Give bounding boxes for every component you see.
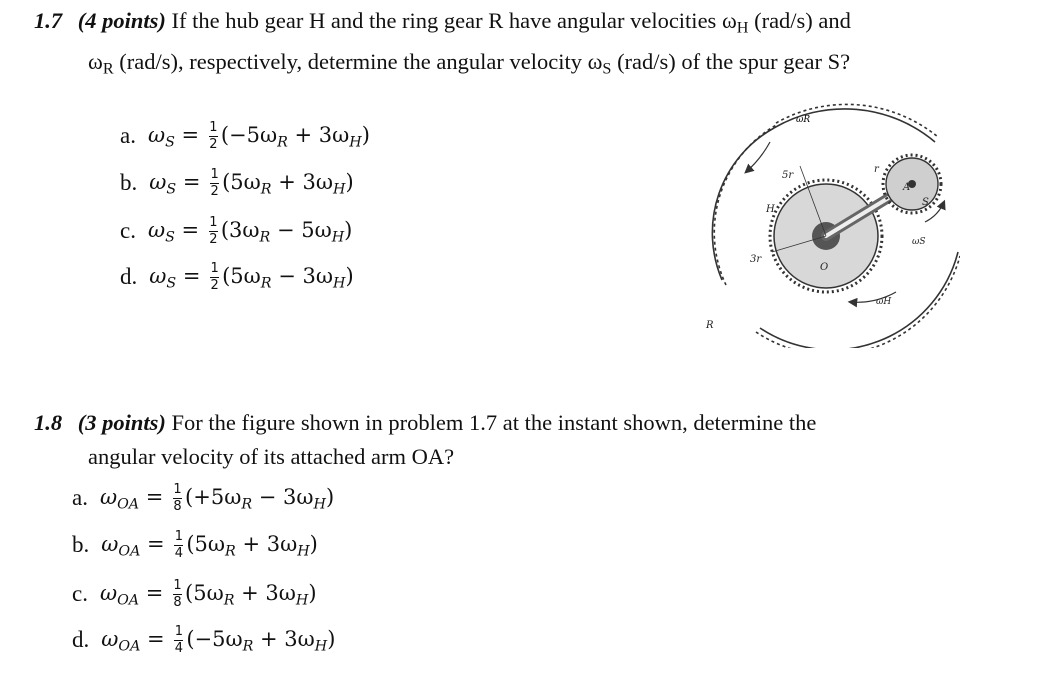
- option-formula: $\omega_S$ = $\frac{1}{2}$ $(-5\omega_R + 3\omega_H)$: [147, 119, 370, 152]
- label-omega-s: ωS: [912, 237, 926, 247]
- option-letter: d.: [72, 627, 90, 652]
- option-letter: b.: [120, 170, 138, 195]
- option-formula: $\omega_{OA}$ = $\frac{1}{8}$ $(+5\omega_R - 3\omega_H)$: [99, 481, 335, 514]
- question-text: (rad/s), respectively, determine the angular velocity: [113, 48, 588, 74]
- option-1-8-c[interactable]: [72, 570, 317, 618]
- omega-s-symbol: $\omega_S$: [587, 48, 612, 78]
- label-o: O: [820, 262, 829, 273]
- question-text: (rad/s) of the spur gear S?: [611, 48, 851, 74]
- question-1-7: [34, 4, 1044, 85]
- option-letter: a.: [72, 485, 88, 510]
- option-formula: $\omega_{OA}$ = $\frac{1}{4}$ $(5\omega_R + 3\omega_H)$: [101, 528, 318, 561]
- question-text: If the hub gear H and the ring gear R have angular velocities: [165, 8, 722, 33]
- omega-h-symbol: $\omega_H$: [721, 8, 749, 37]
- label-omega-h: ωH: [876, 297, 892, 307]
- question-1-8-line-1: [34, 406, 1044, 440]
- question-text: (rad/s) and: [748, 8, 851, 33]
- option-1-8-d[interactable]: [72, 616, 335, 664]
- option-formula: $\omega_S$ = $\frac{1}{2}$ $(3\omega_R - 5\omega_H)$: [147, 214, 353, 247]
- label-3r: 3r: [750, 254, 762, 265]
- option-letter: d.: [120, 264, 138, 289]
- option-1-8-a[interactable]: [72, 474, 334, 522]
- question-1-7-line-2: [34, 45, 1044, 86]
- option-1-7-a[interactable]: [120, 112, 370, 160]
- question-points: (4 points): [77, 8, 166, 33]
- question-1-7-line-1: [34, 4, 1044, 45]
- option-1-7-d[interactable]: [120, 253, 354, 301]
- label-omega-r: ωR: [796, 115, 811, 125]
- question-points: (3 points): [77, 410, 166, 435]
- planetary-gear-figure: [700, 102, 960, 348]
- option-letter: b.: [72, 532, 90, 557]
- label-r: r: [874, 164, 879, 175]
- option-formula: $\omega_{OA}$ = $\frac{1}{8}$ $(5\omega_R + 3\omega_H)$: [99, 577, 317, 610]
- question-number: 1.7: [34, 8, 63, 33]
- question-number: 1.8: [34, 410, 63, 435]
- option-letter: c.: [120, 218, 136, 243]
- question-1-8: [34, 406, 1044, 474]
- option-formula: $\omega_S$ = $\frac{1}{2}$ $(5\omega_R - 3\omega_H)$: [149, 260, 354, 293]
- label-5r: 5r: [782, 170, 794, 181]
- label-a: A: [903, 182, 911, 193]
- option-formula: $\omega_S$ = $\frac{1}{2}$ $(5\omega_R + 3\omega_H)$: [149, 166, 354, 199]
- option-letter: c.: [72, 581, 88, 606]
- option-1-7-c[interactable]: [120, 207, 352, 255]
- question-1-8-line-2: angular velocity of its attached arm OA?: [88, 444, 455, 469]
- label-s: S: [922, 197, 929, 208]
- option-1-8-b[interactable]: [72, 521, 318, 569]
- option-1-7-b[interactable]: [120, 159, 354, 207]
- option-formula: $\omega_{OA}$ = $\frac{1}{4}$ $(-5\omega_R + 3\omega_H)$: [101, 623, 336, 656]
- question-text: For the figure shown in problem 1.7 at the instant shown, determine the: [165, 410, 817, 435]
- label-ring-r: R: [706, 320, 714, 331]
- omega-r-symbol: $\omega_R$: [88, 48, 114, 78]
- option-letter: a.: [120, 123, 136, 148]
- label-h: H: [766, 204, 775, 215]
